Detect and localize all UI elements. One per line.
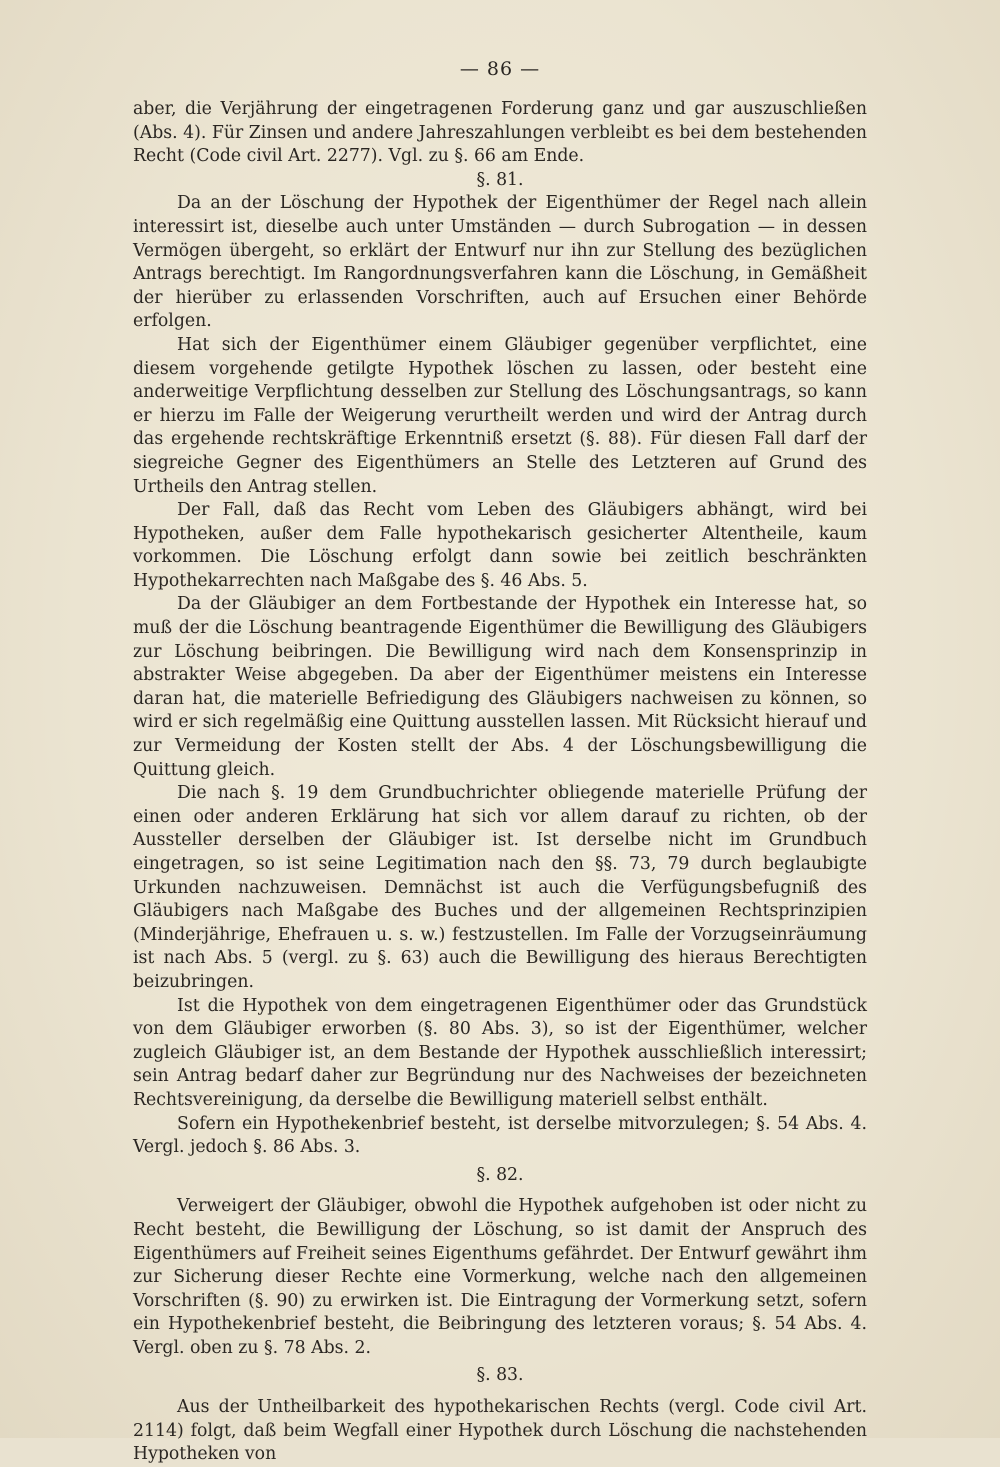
paragraph: Sofern ein Hypothekenbrief besteht, ist derselbe mitvorzulegen; §. 54 Abs. 4. Vergl. jedoch §. 86 Abs. 3. xyxy=(133,1113,867,1158)
paragraph: Die nach §. 19 dem Grundbuchrichter obliegende materielle Prüfung der einen oder anderen Erklärung hat sich vor allem darauf zu richten, ob der Aussteller derselben der Gläubiger ist. Ist derselbe nicht im Grundbuch eingetragen, so ist seine Legitimation nach den §§. 73, 79 durch beglaubigte Urkunden nachzuweisen. Demnächst ist auch die Verfügungsbefugniß des Gläubigers nach Maßgabe des Buches und der allgemeinen Rechtsprinzipien (Minderjährige, Ehefrauen u. s. w.) festzustellen. Im Falle der Vorzugseinräumung ist nach Abs. 5 (vergl. zu §. 63) auch die Bewilligung des hieraus Berechtigten beizubringen. xyxy=(133,783,867,992)
paragraph: Ist die Hypothek von dem eingetragenen Eigenthümer oder das Grundstück von dem Gläubiger erworben (§. 80 Abs. 3), so ist der Eigenthümer, welcher zugleich Gläubiger ist, an dem Bestande der Hypothek ausschließlich interessirt; sein Antrag bedarf daher zur Begründung nur des Nachweises der bezeichneten Rechtsvereinigung, da derselbe die Bewilligung materiell selbst enthält. xyxy=(133,995,867,1110)
paragraph: Der Fall, daß das Recht vom Leben des Gläubigers abhängt, wird bei Hypotheken, außer dem Falle hypothekarisch gesicherter Altentheile, kaum vorkommen. Die Löschung erfolgt dann sowie bei zeitlich beschränkten Hypothekarrechten nach Maßgabe des §. 46 Abs. 5. xyxy=(133,500,867,591)
paragraph: Verweigert der Gläubiger, obwohl die Hypothek aufgehoben ist oder nicht zu Recht besteht, die Bewilligung der Löschung, so ist damit der Anspruch des Eigenthümers auf Freiheit seines Eigenthums gefährdet. Der Entwurf gewährt ihm zur Sicherung dieser Rechte eine Vormerkung, welche nach den allgemeinen Vorschriften (§. 90) zu erwirken ist. Die Eintragung der Vormerkung setzt, sofern ein Hypothekenbrief besteht, die Beibringung des letzteren voraus; §. 54 Abs. 4. Vergl. oben zu §. 78 Abs. 2. xyxy=(133,1196,867,1358)
paragraph: Aus der Untheilbarkeit des hypothekarischen Rechts (vergl. Code civil Art. 2114) folgt, daß beim Wegfall einer Hypothek durch Löschung die nachstehenden Hypotheken von xyxy=(133,1397,867,1465)
paragraph: Hat sich der Eigenthümer einem Gläubiger gegenüber verpflichtet, eine diesem vorgehende getilgte Hypothek löschen zu lassen, oder besteht eine anderweitige Verpflichtung desselben zur Stellung des Löschungsantrags, so kann er hierzu im Falle der Weigerung verurtheilt werden und wird der Antrag durch das ergehende rechtskräftige Erkenntniß ersetzt (§. 88). Für diesen Fall darf der siegreiche Gegner des Eigenthümers an Stelle des Letzteren auf Grund des Urtheils den Antrag stellen. xyxy=(133,334,867,497)
page-number: — 86 — xyxy=(459,58,541,80)
paragraph: Da an der Löschung der Hypothek der Eigenthümer der Regel nach allein interessirt ist, dieselbe auch unter Umständen — durch Subrogation — in dessen Vermögen übergeht, so erklärt der Entwurf nur ihn zur Stellung des bezüglichen Antrags berechtigt. Im Rangordnungsverfahren kann die Löschung, in Gemäßheit der hierüber zu erlassenden Vorschriften, auch auf Ersuchen einer Behörde erfolgen. xyxy=(133,193,867,332)
section-heading-82: §. 82. xyxy=(476,1164,524,1185)
page-body xyxy=(133,98,867,1467)
paragraph-continuation: aber, die Verjährung der eingetragenen Forderung ganz und gar auszuschließen (Abs. 4). Für Zinsen und andere Jahreszahlungen verbleibt es bei dem bestehenden Recht (Code civil Art. 2277). Vgl. zu §. 66 am Ende. xyxy=(133,99,867,167)
section-heading-83: §. 83. xyxy=(476,1365,524,1386)
paragraph: Da der Gläubiger an dem Fortbestande der Hypothek ein Interesse hat, so muß der die Löschung beantragende Eigenthümer die Bewilligung des Gläubigers zur Löschung beibringen. Die Bewilligung wird nach dem Konsensprinzip in abstrakter Weise abgegeben. Da aber der Eigenthümer meistens ein Interesse daran hat, die materielle Befriedigung des Gläubigers nachweisen zu können, so wird er sich regelmäßig eine Quittung ausstellen lassen. Mit Rücksicht hierauf und zur Vermeidung der Kosten stellt der Abs. 4 der Löschungsbewilligung die Quittung gleich. xyxy=(133,594,867,780)
section-heading-81: §. 81. xyxy=(476,169,524,190)
